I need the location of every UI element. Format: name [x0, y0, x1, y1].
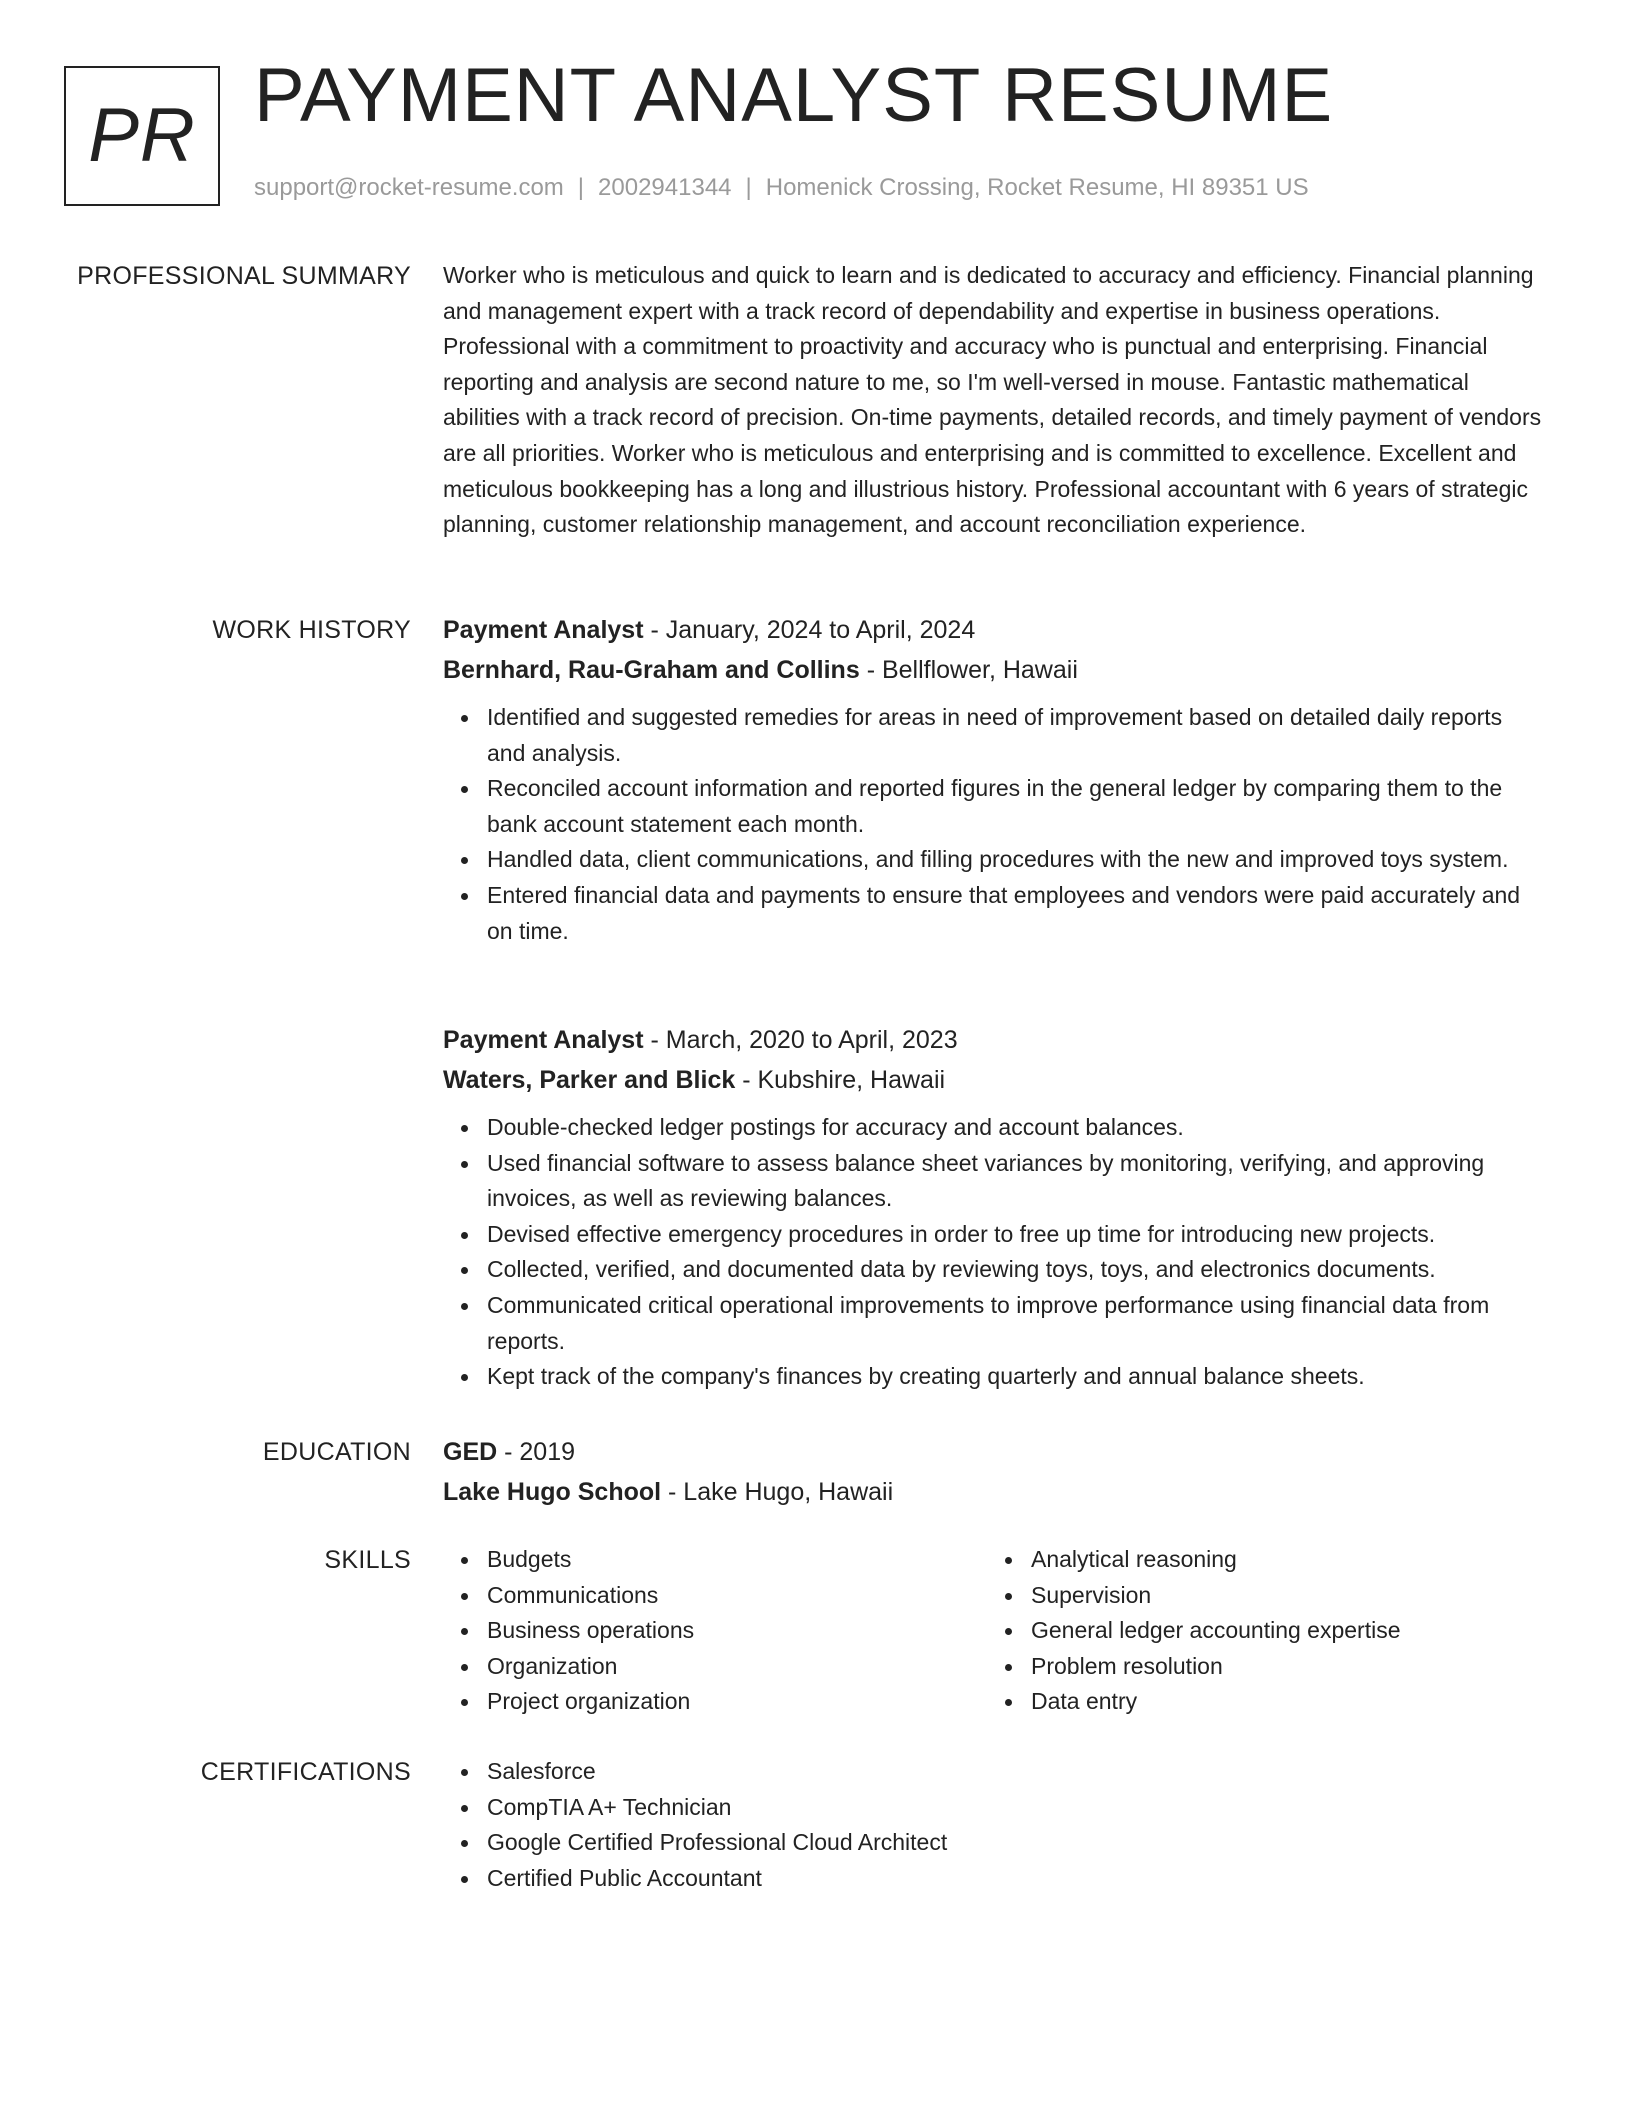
- contact-address: Homenick Crossing, Rocket Resume, HI 89351 US: [765, 174, 1309, 201]
- list-item: Budgets: [487, 1542, 694, 1578]
- list-item: General ledger accounting expertise: [1031, 1613, 1401, 1649]
- job-company: Bernhard, Rau-Graham and Collins: [443, 656, 860, 684]
- list-item: Collected, verified, and documented data by reviewing toys, toys, and electronics documents.: [487, 1252, 1543, 1288]
- section-label: PROFESSIONAL SUMMARY: [77, 262, 411, 290]
- list-item: Double-checked ledger postings for accuracy and account balances.: [487, 1110, 1543, 1146]
- skills-column-right: [987, 1542, 1401, 1720]
- section-label: SKILLS: [324, 1546, 411, 1574]
- job-title-line: [443, 612, 1543, 648]
- job-location: - Kubshire, Hawaii: [735, 1066, 946, 1094]
- list-item: Organization: [487, 1649, 694, 1685]
- section-label: EDUCATION: [262, 1438, 411, 1466]
- certifications-list: [443, 1754, 1543, 1896]
- list-item: Salesforce: [487, 1754, 1543, 1790]
- list-item: Problem resolution: [1031, 1649, 1401, 1685]
- contact-separator: |: [745, 174, 752, 201]
- job-entry: [443, 612, 1543, 949]
- list-item: Certified Public Accountant: [487, 1861, 1543, 1897]
- section-body: [443, 1754, 1543, 1896]
- section-body: [443, 258, 1543, 543]
- list-item: CompTIA A+ Technician: [487, 1790, 1543, 1826]
- job-bullets: [443, 700, 1543, 949]
- job-company-line: [443, 652, 1543, 688]
- contact-email: support@rocket-resume.com: [254, 174, 564, 201]
- list-item: Entered financial data and payments to ensure that employees and vendors were paid accurately and on time.: [487, 878, 1543, 949]
- list-item: Kept track of the company's finances by creating quarterly and annual balance sheets.: [487, 1359, 1543, 1395]
- education-year: - 2019: [497, 1438, 576, 1466]
- education-degree-line: [443, 1434, 1543, 1470]
- job-title: Payment Analyst: [443, 616, 644, 644]
- list-item: Communications: [487, 1578, 694, 1614]
- skills-list: [987, 1542, 1401, 1720]
- list-item: Supervision: [1031, 1578, 1401, 1614]
- contact-line: [254, 174, 1309, 203]
- job-bullets: [443, 1110, 1543, 1395]
- list-item: Identified and suggested remedies for areas in need of improvement based on detailed daily reports and analysis.: [487, 700, 1543, 771]
- page-title: PAYMENT ANALYST RESUME: [254, 53, 1334, 138]
- job-title-line: [443, 1022, 1543, 1058]
- list-item: Business operations: [487, 1613, 694, 1649]
- monogram-text: PR: [88, 93, 196, 178]
- list-item: Devised effective emergency procedures in order to free up time for introducing new projects.: [487, 1217, 1543, 1253]
- job-company-line: [443, 1062, 1543, 1098]
- monogram-logo: [64, 66, 220, 206]
- job-entry: [443, 1022, 1543, 1395]
- job-dates: - March, 2020 to April, 2023: [643, 1026, 958, 1054]
- section-label: CERTIFICATIONS: [200, 1758, 411, 1786]
- job-dates: - January, 2024 to April, 2024: [643, 616, 976, 644]
- list-item: Google Certified Professional Cloud Architect: [487, 1825, 1543, 1861]
- list-item: Analytical reasoning: [1031, 1542, 1401, 1578]
- section-body: [443, 1434, 1543, 1510]
- skills-list: [443, 1542, 694, 1720]
- list-item: Data entry: [1031, 1684, 1401, 1720]
- contact-phone: 2002941344: [598, 174, 732, 201]
- summary-text: Worker who is meticulous and quick to learn and is dedicated to accuracy and efficiency. Financial planning and management expert with a track record of dependability and expertise in business operations. Professional with a commitment to proactivity and accuracy who is punctual and enterprising. Financial reporting and analysis are second nature to me, so I'm well-versed in mouse. Fantastic mathematical abilities with a track record of precision. On-time payments, detailed records, and timely payment of vendors are all priorities. Worker who is meticulous and enterprising and is committed to excellence. Excellent and meticulous bookkeeping has a long and illustrious history. Professional accountant with 6 years of strategic planning, customer relationship management, and account reconciliation experience.: [443, 262, 1542, 538]
- list-item: Handled data, client communications, and filling procedures with the new and improved toys system.: [487, 842, 1543, 878]
- education-location: - Lake Hugo, Hawaii: [661, 1478, 894, 1506]
- education-school-line: [443, 1474, 1543, 1510]
- section-body: [443, 612, 1543, 1390]
- job-title: Payment Analyst: [443, 1026, 644, 1054]
- contact-separator: |: [577, 174, 585, 201]
- list-item: Reconciled account information and reported figures in the general ledger by comparing them to the bank account statement each month.: [487, 771, 1543, 842]
- education-degree: GED: [443, 1438, 498, 1466]
- section-label: WORK HISTORY: [212, 616, 411, 644]
- list-item: Used financial software to assess balance sheet variances by monitoring, verifying, and approving invoices, as well as reviewing balances.: [487, 1146, 1543, 1217]
- job-location: - Bellflower, Hawaii: [859, 656, 1078, 684]
- education-school: Lake Hugo School: [443, 1478, 662, 1506]
- list-item: Project organization: [487, 1684, 694, 1720]
- job-company: Waters, Parker and Blick: [443, 1066, 736, 1094]
- skills-column-left: [443, 1542, 694, 1720]
- list-item: Communicated critical operational improvements to improve performance using financial data from reports.: [487, 1288, 1543, 1359]
